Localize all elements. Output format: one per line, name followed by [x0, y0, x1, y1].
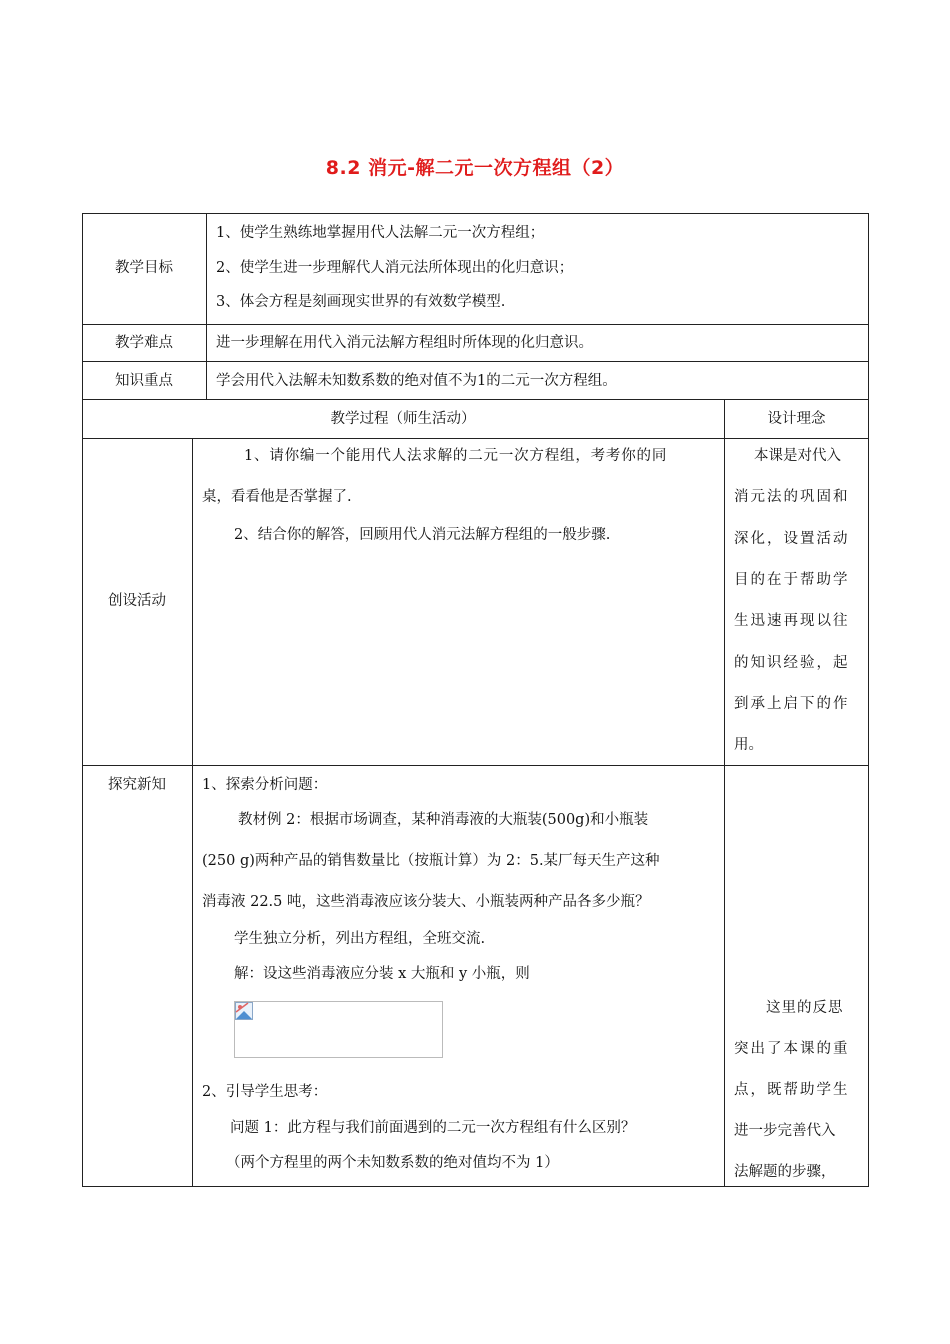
activity-line: 2、结合你的解答，回顾用代人消元法解方程组的一般步骤. — [234, 527, 611, 543]
explore-line: 问题 1：此方程与我们前面遇到的二元一次方程组有什么区别？ — [230, 1120, 636, 1136]
goals-label: 教学目标 — [115, 260, 173, 276]
explore-line: 学生独立分析，列出方程组，全班交流. — [234, 931, 486, 947]
explore-line: 教材例 2：根据市场调查，某种消毒液的大瓶装(500g)和小瓶装 — [238, 812, 649, 828]
explore-line: 消毒液 22.5 吨，这些消毒液应该分装大、小瓶装两种产品各多少瓶？ — [202, 894, 650, 910]
activity-line: 桌，看看他是否掌握了. — [202, 489, 352, 505]
concept-line: 用。 — [734, 737, 763, 753]
goal-item: 1、使学生熟练地掌握用代人法解二元一次方程组； — [216, 225, 545, 241]
key-text: 学会用代入法解未知数系数的绝对值不为1的二元一次方程组。 — [216, 373, 617, 389]
concept-line: 深化，设置活动 — [734, 531, 850, 547]
activity-label: 创设活动 — [108, 593, 166, 609]
col-divider — [206, 213, 207, 399]
row-divider — [82, 399, 869, 400]
concept-line: 到承上启下的作 — [734, 696, 850, 712]
explore-line: 解：设这些消毒液应分装 x 大瓶和 y 小瓶，则 — [234, 966, 530, 982]
concept-line: 本课是对代入 — [754, 448, 841, 464]
concept-line: 的知识经验，起 — [734, 655, 850, 671]
explore-line: 1、探索分析问题： — [202, 777, 328, 793]
concept-line: 点，既帮助学生 — [734, 1082, 850, 1098]
concept-line: 消元法的巩固和 — [734, 489, 850, 505]
concept-line: 这里的反思 — [766, 1000, 844, 1016]
explore-line: 2、引导学生思考： — [202, 1084, 328, 1100]
difficulty-label: 教学难点 — [115, 335, 173, 351]
activity-line: 1、请你编一个能用代人法求解的二元一次方程组，考考你的同 — [244, 448, 668, 464]
row-divider — [82, 765, 869, 766]
concept-header: 设计理念 — [767, 411, 826, 427]
broken-image-icon — [235, 1002, 253, 1020]
row-divider — [82, 361, 869, 362]
col-divider — [192, 438, 193, 1187]
concept-line: 进一步完善代入 — [734, 1123, 836, 1139]
concept-line: 突出了本课的重 — [734, 1041, 850, 1057]
goal-item: 2、使学生进一步理解代人消元法所体现出的化归意识； — [216, 260, 574, 276]
concept-line: 法解题的步骤， — [734, 1164, 836, 1180]
key-label: 知识重点 — [115, 373, 173, 389]
col-divider — [724, 399, 725, 1187]
concept-line: 目的在于帮助学 — [734, 572, 850, 588]
explore-label: 探究新知 — [108, 777, 166, 793]
page-title: 8.2 消元-解二元一次方程组（2） — [325, 157, 625, 179]
explore-line: （两个方程里的两个未知数系数的绝对值均不为 1） — [226, 1155, 559, 1171]
explore-line: (250 g)两种产品的销售数量比（按瓶计算）为 2：5.某厂每天生产这种 — [202, 853, 660, 869]
process-header: 教学过程（师生活动） — [330, 411, 476, 427]
row-divider — [82, 438, 869, 439]
difficulty-text: 进一步理解在用代入消元法解方程组时所体现的化归意识。 — [216, 335, 593, 351]
goal-item: 3、体会方程是刻画现实世界的有效数学模型. — [216, 294, 506, 310]
row-divider — [82, 324, 869, 325]
concept-line: 生迅速再现以往 — [734, 613, 850, 629]
equation-image — [234, 1001, 443, 1058]
